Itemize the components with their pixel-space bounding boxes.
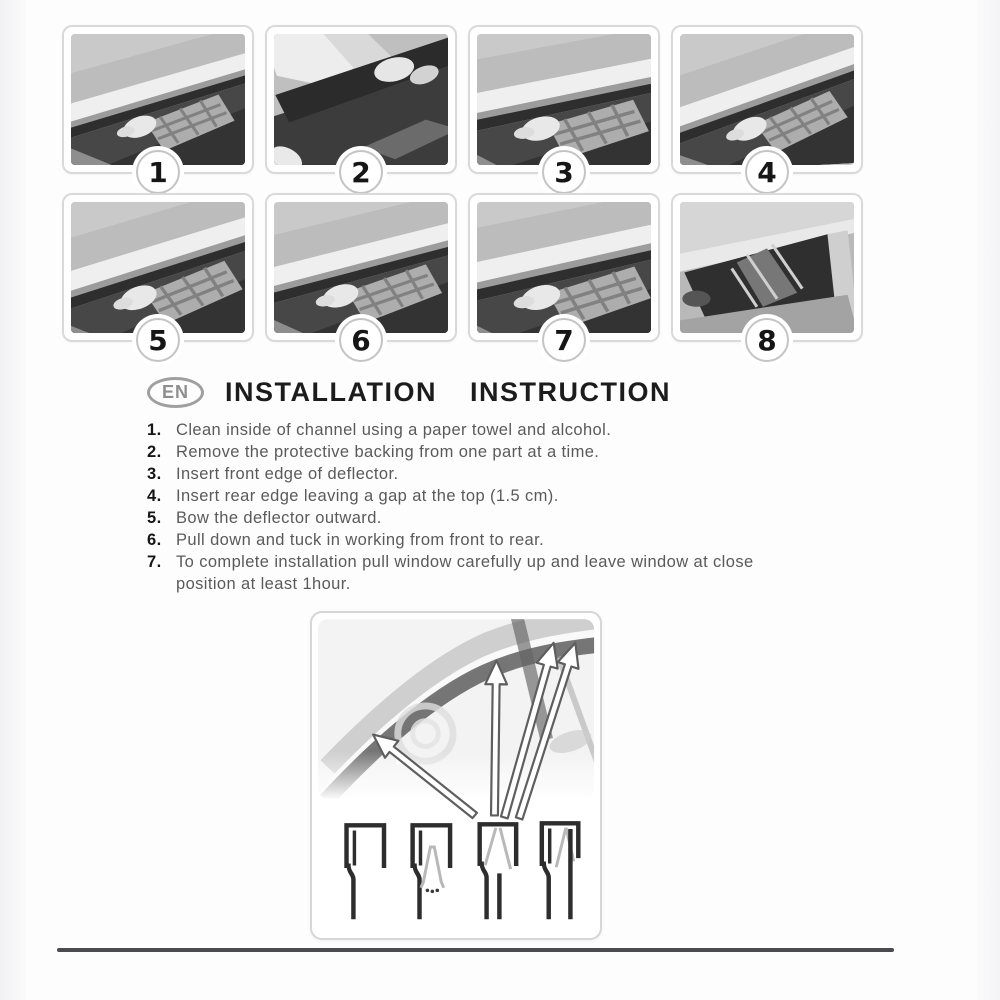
step-2-photo <box>274 34 448 165</box>
instruction-text: Insert front edge of deflector. <box>176 465 399 483</box>
photo-step-card-8 <box>671 193 863 357</box>
channel-diagram-illustration <box>312 613 600 938</box>
photo-steps-grid <box>62 25 863 357</box>
page-title: INSTALLATION INSTRUCTION <box>225 376 671 407</box>
instruction-item-6 <box>147 529 787 551</box>
push-dots <box>426 889 439 894</box>
language-badge-label: EN <box>161 381 189 402</box>
channel-profile-window-up <box>542 823 578 917</box>
instruction-number: 4. <box>147 487 162 505</box>
instruction-text: Clean inside of channel using a paper towel and alcohol. <box>176 421 612 439</box>
photo-step-card-3 <box>468 25 660 189</box>
channel-profile-insert <box>413 825 450 917</box>
instruction-number: 1. <box>147 421 162 439</box>
channel-profiles <box>347 823 579 917</box>
instruction-text: Pull down and tuck in working from front to rear. <box>176 531 545 549</box>
instruction-text: Insert rear edge leaving a gap at the top (1.5 cm). <box>176 487 559 505</box>
step-3-photo <box>477 34 651 165</box>
instruction-item-3 <box>147 463 787 485</box>
instruction-item-7 <box>147 551 787 595</box>
photo-step-card-5 <box>62 193 254 357</box>
left-scan-edge <box>0 0 26 1000</box>
instruction-number: 2. <box>147 443 162 461</box>
step-number-badge: 8 <box>745 318 789 362</box>
step-4-photo <box>680 34 854 165</box>
step-7-photo <box>477 202 651 333</box>
photo-step-card-2 <box>265 25 457 189</box>
channel-profile-empty <box>347 825 384 917</box>
instruction-text: Remove the protective backing from one part at a time. <box>176 443 600 461</box>
step-number-badge: 1 <box>136 150 180 194</box>
photo-step-card-7 <box>468 193 660 357</box>
photo-step-card-6 <box>265 193 457 357</box>
instruction-list <box>147 419 787 595</box>
language-badge-en <box>147 377 204 408</box>
instruction-item-4 <box>147 485 787 507</box>
instruction-text: Bow the deflector outward. <box>176 509 382 527</box>
instruction-number: 3. <box>147 465 162 483</box>
step-number-badge: 2 <box>339 150 383 194</box>
photo-step-card-4 <box>671 25 863 189</box>
instruction-item-5 <box>147 507 787 529</box>
step-number-badge: 3 <box>542 150 586 194</box>
instruction-number: 7. <box>147 553 162 571</box>
right-scan-edge <box>977 0 1000 1000</box>
instruction-number: 5. <box>147 509 162 527</box>
step-number-badge: 4 <box>745 150 789 194</box>
channel-diagram-card <box>310 611 602 940</box>
step-5-photo <box>71 202 245 333</box>
heading-row <box>147 374 847 410</box>
step-6-photo <box>274 202 448 333</box>
instruction-number: 6. <box>147 531 162 549</box>
instructions-section <box>147 374 847 595</box>
step-number-badge: 6 <box>339 318 383 362</box>
photo-step-card-1 <box>62 25 254 189</box>
step-8-photo <box>680 202 854 333</box>
instruction-item-2 <box>147 441 787 463</box>
instruction-item-1 <box>147 419 787 441</box>
divider-line <box>57 948 894 952</box>
instruction-text: To complete installation pull window carefully up and leave window at close position at least 1hour. <box>176 553 754 593</box>
channel-profile-bowed <box>480 824 516 917</box>
step-number-badge: 5 <box>136 318 180 362</box>
step-1-photo <box>71 34 245 165</box>
step-number-badge: 7 <box>542 318 586 362</box>
